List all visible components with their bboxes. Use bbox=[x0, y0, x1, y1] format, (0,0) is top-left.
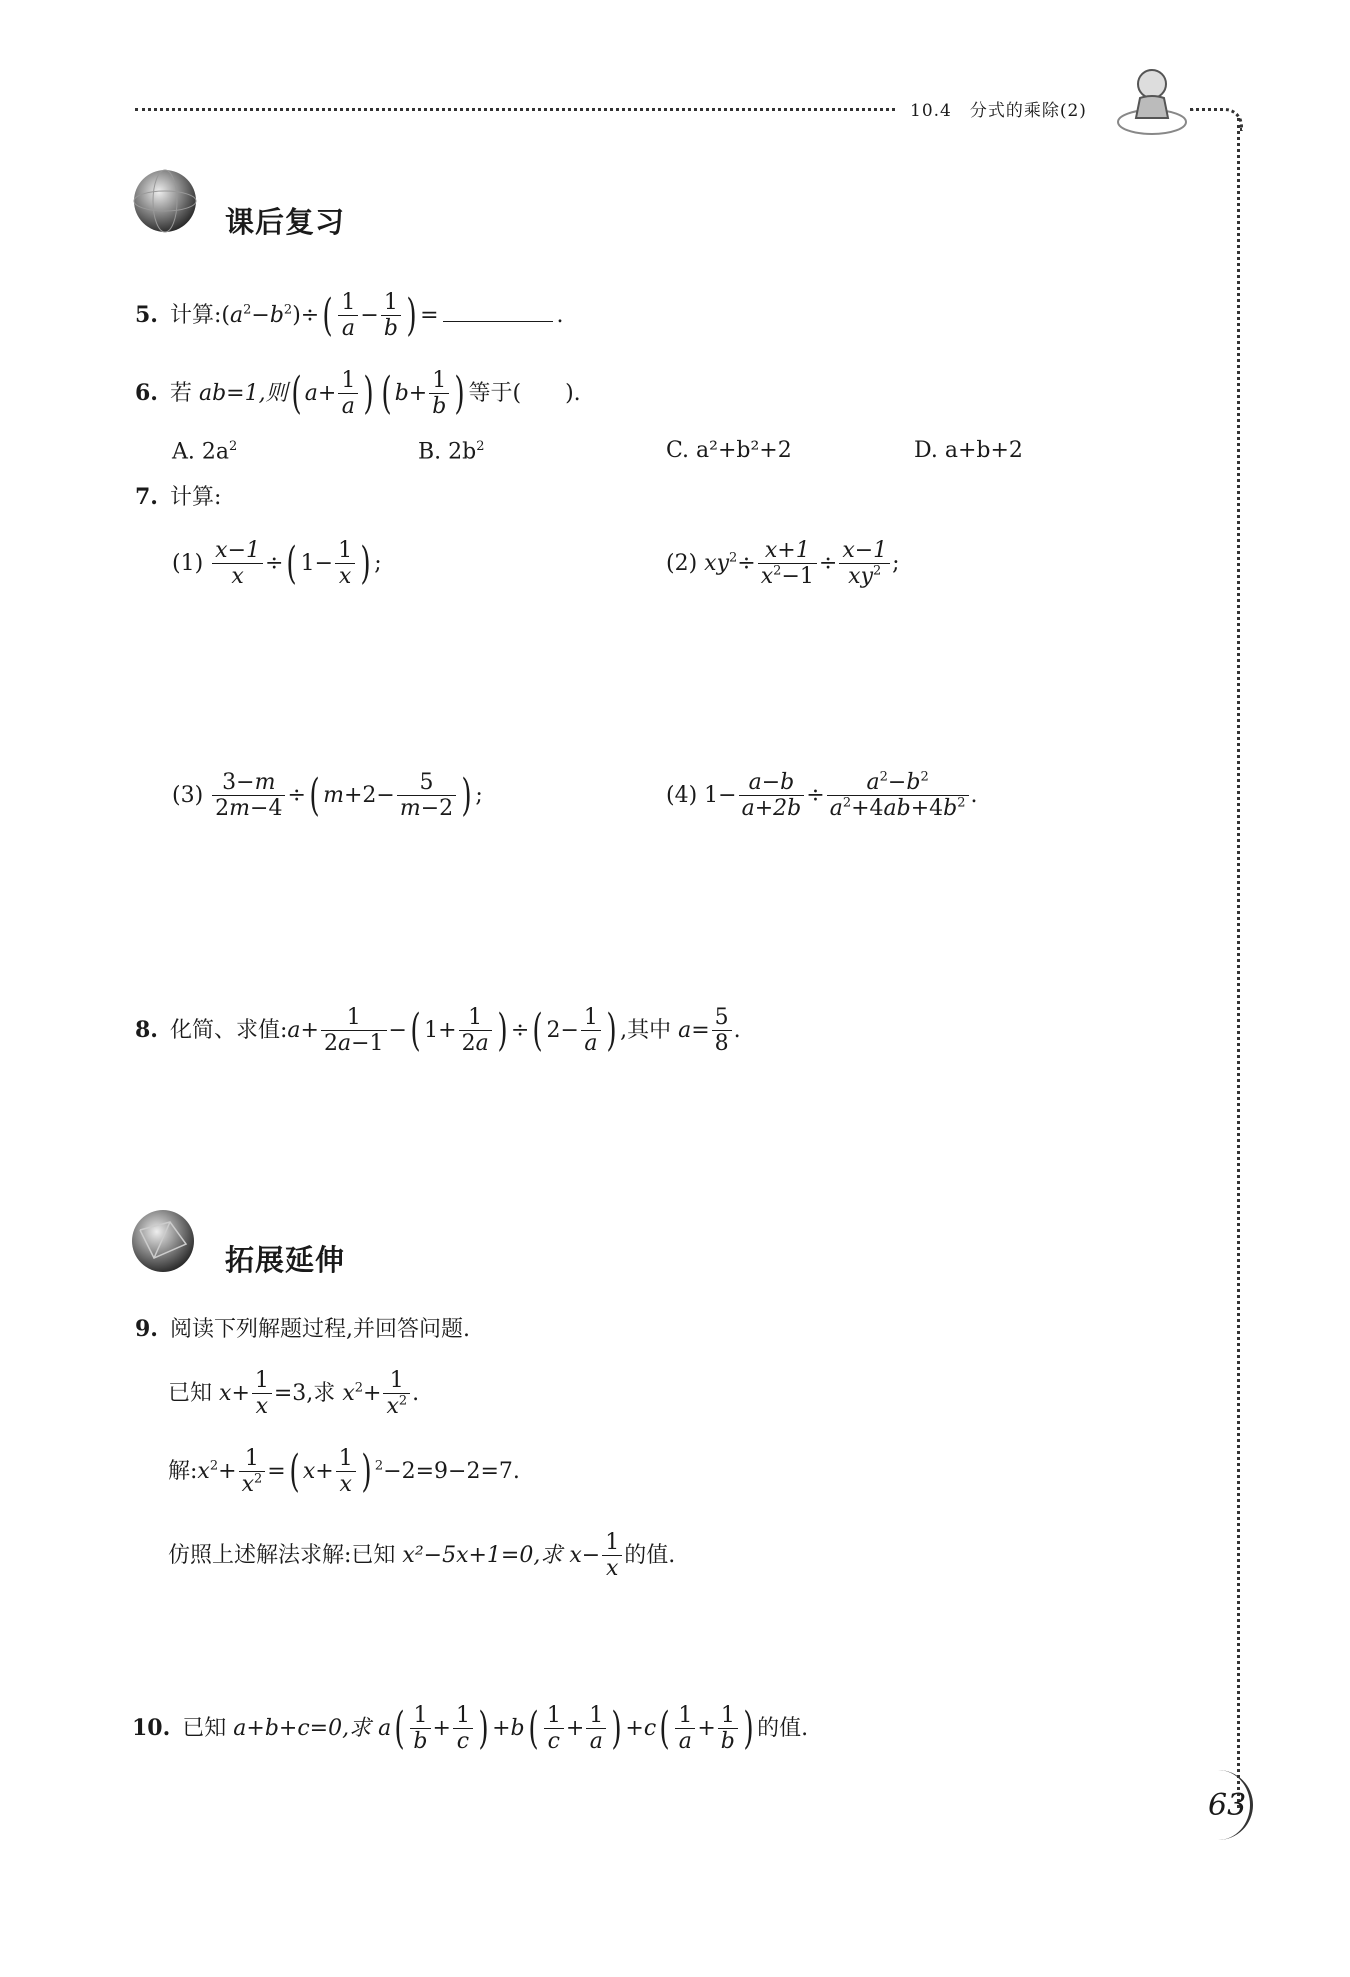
option-d[interactable]: D. a+b+2 bbox=[914, 438, 1023, 463]
network-globe-icon bbox=[130, 1208, 196, 1274]
section-title-review: 课后复习 bbox=[225, 205, 346, 239]
section-title-extension: 拓展延伸 bbox=[225, 1243, 346, 1277]
answer-blank[interactable] bbox=[443, 321, 553, 322]
question-5: 5. 计算$:(a^2-b^2)\div$( $\frac{1}{a}$ − $\frac{1}{b}$ ) = . bbox=[135, 289, 564, 342]
mascot-icon bbox=[1112, 60, 1192, 140]
globe-icon bbox=[132, 168, 198, 234]
question-6: 6. 若 ab=1,则( a+ $\frac{1}{a}$ ) ( b+ $\frac{1}{b}$ ) 等于( ). bbox=[135, 367, 581, 420]
header-dotted-rule bbox=[135, 108, 895, 111]
q9-task: 仿照上述解法求解:已知 x²−5x+1=0,求 x− $\frac{1}{x}$ 的值. bbox=[168, 1530, 676, 1582]
question-10: 10. 已知 a+b+c=0,求 a( $\frac{1}{b}$ + $\frac{1}{c}$ ) +b( $\frac{1}{c}$ + $\frac{1}{a}$ ) +c( $\frac{1}{a}$ + $\frac{1}{b}$ ) 的值. bbox=[132, 1702, 809, 1755]
q7-part-3: (3) $\frac{3-m}{2m-4}$ ÷( m+2− $\frac{5}{m-2}$ ) ; bbox=[172, 769, 483, 822]
option-a[interactable]: A. $2a^2$ bbox=[172, 439, 238, 465]
margin-dotted-rule bbox=[1237, 118, 1240, 1808]
q9-given: 已知 x+ $\frac{1}{x}$ =3,求 $x^2+$ $\frac{1}{x^2}$ . bbox=[168, 1368, 420, 1420]
question-9: 9. 阅读下列解题过程,并回答问题. bbox=[135, 1316, 470, 1342]
q7-part-1: (1) $\frac{x-1}{x}$ ÷( 1− $\frac{1}{x}$ ) ; bbox=[172, 537, 382, 590]
header-section-title: 10.4 分式的乘除(2) bbox=[910, 101, 1087, 121]
margin-corner bbox=[1190, 108, 1243, 131]
question-8: 8. 化简、求值:a+ $\frac{1}{2a-1}$ −( 1+ $\frac{1}{2a}$ ) ÷( 2− $\frac{1}{a}$ ) ,其中 a= $\frac{5}{8}$ . bbox=[135, 1004, 741, 1057]
option-c[interactable]: C. a²+b²+2 bbox=[666, 438, 792, 463]
page-number: 63 bbox=[1208, 1788, 1247, 1823]
option-b[interactable]: B. $2b^2$ bbox=[418, 439, 485, 465]
q7-part-4: (4) 1− $\frac{a-b}{a+2b}$ ÷ $\frac{a^2-b^2}{a^2+4ab+4b^2}$ . bbox=[666, 769, 978, 822]
q9-solution: 解$:x^2+$ $\frac{1}{x^2}$ =( x+ $\frac{1}{x}$ ) $^2$−2=9−2=7. bbox=[168, 1445, 520, 1498]
question-7: 7. 计算: bbox=[135, 484, 222, 510]
q7-part-2: (2) $xy^2\div$ $\frac{x+1}{x^2-1}$ ÷ $\frac{x-1}{xy^2}$ ; bbox=[666, 538, 900, 590]
